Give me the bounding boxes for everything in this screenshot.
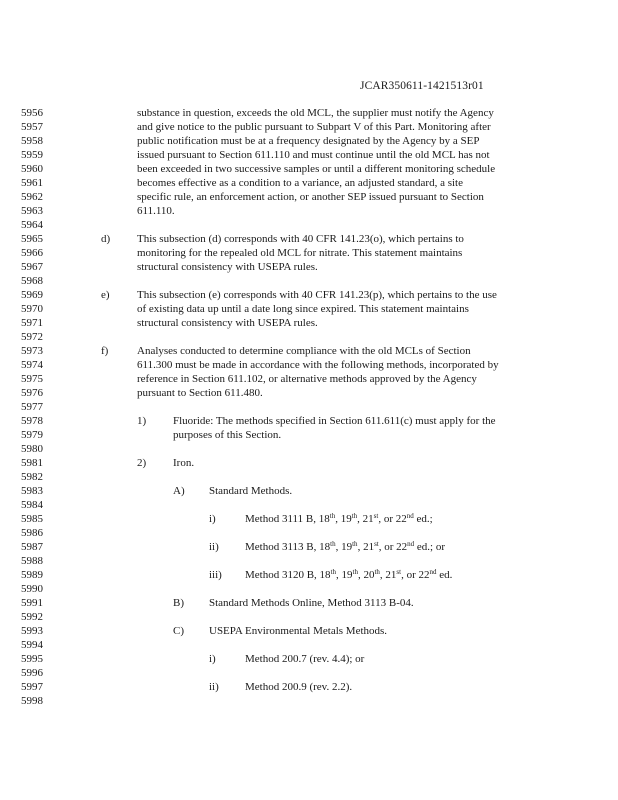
line-number: 5971 <box>21 317 43 329</box>
line-number: 5996 <box>21 667 43 679</box>
paragraph-c-line: issued pursuant to Section 611.110 and must continue until the old MCL has not <box>137 149 490 161</box>
line-number: 5985 <box>21 513 43 525</box>
item-1-label: 1) <box>137 415 147 427</box>
line-number: 5974 <box>21 359 43 371</box>
subsection-f-label: f) <box>101 345 109 357</box>
sub-ii-label: ii) <box>209 541 219 553</box>
paragraph-f-line: 611.300 must be made in accordance with the following methods, incorporated by <box>137 359 499 371</box>
item-c-text: USEPA Environmental Metals Methods. <box>209 625 388 637</box>
sub-c-ii-label: ii) <box>209 681 219 693</box>
paragraph-c-line: specific rule, an enforcement action, or another SEP issued pursuant to Section <box>137 191 484 203</box>
line-number: 5963 <box>21 205 43 217</box>
line-number: 5984 <box>21 499 43 511</box>
paragraph-e-line: This subsection (e) corresponds with 40 CFR 141.23(p), which pertains to the use <box>137 289 497 301</box>
paragraph-d-line: monitoring for the repealed old MCL for nitrate. This statement maintains <box>137 247 463 259</box>
paragraph-d-line: This subsection (d) corresponds with 40 CFR 141.23(o), which pertains to <box>137 233 464 245</box>
line-number: 5982 <box>21 471 43 483</box>
line-number: 5991 <box>21 597 43 609</box>
sub-i-text: Method 3111 B, 18th, 19th, 21st, or 22nd ed.; <box>245 512 433 525</box>
sub-c-i-label: i) <box>209 653 216 665</box>
line-number: 5973 <box>21 345 43 357</box>
line-number: 5960 <box>21 163 43 175</box>
line-number: 5979 <box>21 429 43 441</box>
line-number: 5965 <box>21 233 43 245</box>
line-number: 5970 <box>21 303 43 315</box>
paragraph-c-line: been exceeded in two successive samples or until a different monitoring schedule <box>137 163 496 175</box>
item-2-text: Iron. <box>173 457 195 469</box>
item-b-label: B) <box>173 597 184 609</box>
line-number: 5964 <box>21 219 43 231</box>
paragraph-c-line: substance in question, exceeds the old MCL, the supplier must notify the Agency <box>137 107 494 119</box>
sub-ii-text: Method 3113 B, 18th, 19th, 21st, or 22nd ed.; or <box>245 540 446 553</box>
paragraph-c-line: 611.110. <box>137 205 175 217</box>
line-number: 5976 <box>21 387 43 399</box>
line-number: 5992 <box>21 611 43 623</box>
line-number: 5995 <box>21 653 43 665</box>
line-number: 5993 <box>21 625 43 637</box>
line-number: 5997 <box>21 681 43 693</box>
sub-c-i-text: Method 200.7 (rev. 4.4); or <box>245 653 365 665</box>
item-2-label: 2) <box>137 457 147 469</box>
line-number: 5956 <box>21 107 43 119</box>
line-number: 5994 <box>21 639 43 651</box>
line-number: 5988 <box>21 555 43 567</box>
line-number: 5983 <box>21 485 43 497</box>
paragraph-f-line: pursuant to Section 611.480. <box>137 387 263 399</box>
line-number: 5989 <box>21 569 43 581</box>
sub-iii-label: iii) <box>209 569 222 581</box>
line-number: 5962 <box>21 191 43 203</box>
item-a-text: Standard Methods. <box>209 485 293 497</box>
line-number: 5959 <box>21 149 43 161</box>
paragraph-f-line: Analyses conducted to determine compliance with the old MCLs of Section <box>137 345 471 357</box>
item-c-label: C) <box>173 625 184 637</box>
sub-iii-text: Method 3120 B, 18th, 19th, 20th, 21st, or 22nd ed. <box>245 568 453 581</box>
paragraph-c-line: public notification must be at a frequency designated by the Agency by a SEP <box>137 135 480 147</box>
sub-c-ii-text: Method 200.9 (rev. 2.2). <box>245 681 353 693</box>
paragraph-f-line: reference in Section 611.102, or alternative methods approved by the Agency <box>137 373 477 385</box>
document-id-header: JCAR350611-1421513r01 <box>360 80 484 92</box>
line-number: 5969 <box>21 289 43 301</box>
item-1-line: purposes of this Section. <box>173 429 282 441</box>
line-number: 5967 <box>21 261 43 273</box>
paragraph-e-line: structural consistency with USEPA rules. <box>137 317 318 329</box>
line-number: 5968 <box>21 275 43 287</box>
paragraph-e-line: of existing data up until a date long since expired. This statement maintains <box>137 303 469 315</box>
item-1-line: Fluoride: The methods specified in Section 611.611(c) must apply for the <box>173 415 496 427</box>
line-number: 5981 <box>21 457 43 469</box>
line-number: 5980 <box>21 443 43 455</box>
paragraph-d-line: structural consistency with USEPA rules. <box>137 261 318 273</box>
item-a-label: A) <box>173 485 185 497</box>
line-number: 5966 <box>21 247 43 259</box>
subsection-e-label: e) <box>101 289 110 301</box>
sub-i-label: i) <box>209 513 216 525</box>
line-number: 5957 <box>21 121 43 133</box>
line-number: 5998 <box>21 695 43 707</box>
line-number: 5958 <box>21 135 43 147</box>
line-number: 5975 <box>21 373 43 385</box>
line-number: 5986 <box>21 527 43 539</box>
item-b-text: Standard Methods Online, Method 3113 B-04. <box>209 597 414 609</box>
line-number: 5977 <box>21 401 43 413</box>
line-number: 5972 <box>21 331 43 343</box>
line-number: 5961 <box>21 177 43 189</box>
paragraph-c-line: becomes effective as a condition to a variance, an adjusted standard, a site <box>137 177 463 189</box>
line-number: 5978 <box>21 415 43 427</box>
line-number: 5987 <box>21 541 43 553</box>
subsection-d-label: d) <box>101 233 111 245</box>
line-number: 5990 <box>21 583 43 595</box>
paragraph-c-line: and give notice to the public pursuant to Subpart V of this Part. Monitoring after <box>137 121 491 133</box>
